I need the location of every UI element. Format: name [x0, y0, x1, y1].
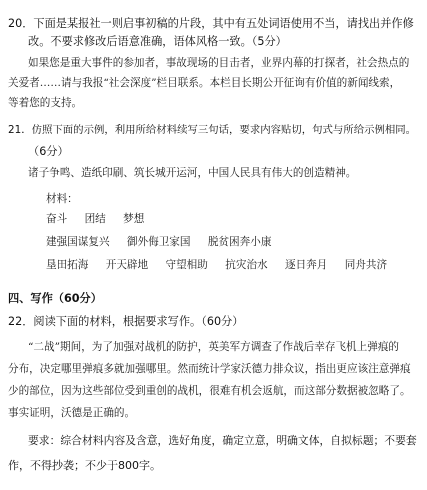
- q21-prompt-line2: （6分）: [28, 145, 69, 158]
- q22-passage-line1: “二战”期间，为了加强对战机的防护，英美军方调查了作战后幸存飞机上弹痕的: [28, 341, 400, 353]
- q21-materials-row3: [46, 260, 401, 271]
- material-item: 奋斗: [46, 213, 68, 225]
- material-item: 抗灾治水: [225, 259, 268, 271]
- q21-materials-row2: [46, 237, 285, 248]
- q21-materials-row1: [46, 214, 158, 225]
- q20-prompt-line2: 改。不要求修改后语意准确，语体风格一致。（5分）: [28, 35, 287, 48]
- material-item: 同舟共济: [344, 259, 388, 271]
- section-heading-writing: 四、写作（60分）: [8, 292, 102, 305]
- q20-passage-line2: 关爱者……请与我报“社会深度”栏目联系。本栏目长期公开征询有价值的新闻线索，: [8, 77, 401, 89]
- q21-example: 诸子争鸣、造纸印刷、筑长城开运河，中国人民具有伟大的创造精神。: [28, 167, 357, 179]
- material-item: 逐日奔月: [285, 259, 328, 271]
- q20-passage-line3: 等着您的支持。: [8, 97, 83, 109]
- material-item: 守望相助: [165, 259, 208, 271]
- material-item: 团结: [84, 213, 106, 225]
- material-item: 脱贫困奔小康: [207, 236, 272, 248]
- q22-requirement-line1: 要求：综合材料内容及含意，选好角度，确定立意，明确文体，自拟标题；不要套: [28, 434, 417, 447]
- q22-passage-line4: 事实证明，沃德是正确的。: [8, 407, 136, 419]
- q22-requirement-line2: 作，不得抄袭；不少于800字。: [8, 459, 161, 472]
- q22-passage-line2: 分布，决定哪里弹痕多就加强哪里。然而统计学家沃德力排众议，指出更应该注意弹痕: [8, 363, 411, 375]
- q21-materials-label: 材料：: [46, 193, 78, 205]
- material-item: 梦想: [123, 213, 145, 225]
- q21-prompt-line1: 21．仿照下面的示例，利用所给材料续写三句话，要求内容贴切，句式与所给示例相同。: [8, 124, 417, 136]
- material-item: 垦田拓海: [46, 259, 89, 271]
- q22-passage-line3: 少的部位，因为这些部位受到重创的战机，很难有机会返航，而这部分数据被忽略了。: [8, 385, 411, 397]
- q20-passage-line1: 如果您是重大事件的参加者，事故现场的目击者，业界内幕的打探者，社会热点的: [28, 57, 410, 69]
- material-item: 御外侮卫家国: [126, 236, 191, 248]
- q20-prompt-line1: 20．下面是某报社一则启事初稿的片段，其中有五处词语使用不当，请找出并作修: [8, 17, 414, 30]
- q22-prompt: 22．阅读下面的材料，根据要求写作。（60分）: [8, 315, 244, 328]
- material-item: 建强国谋复兴: [46, 236, 110, 248]
- material-item: 开天辟地: [105, 259, 149, 271]
